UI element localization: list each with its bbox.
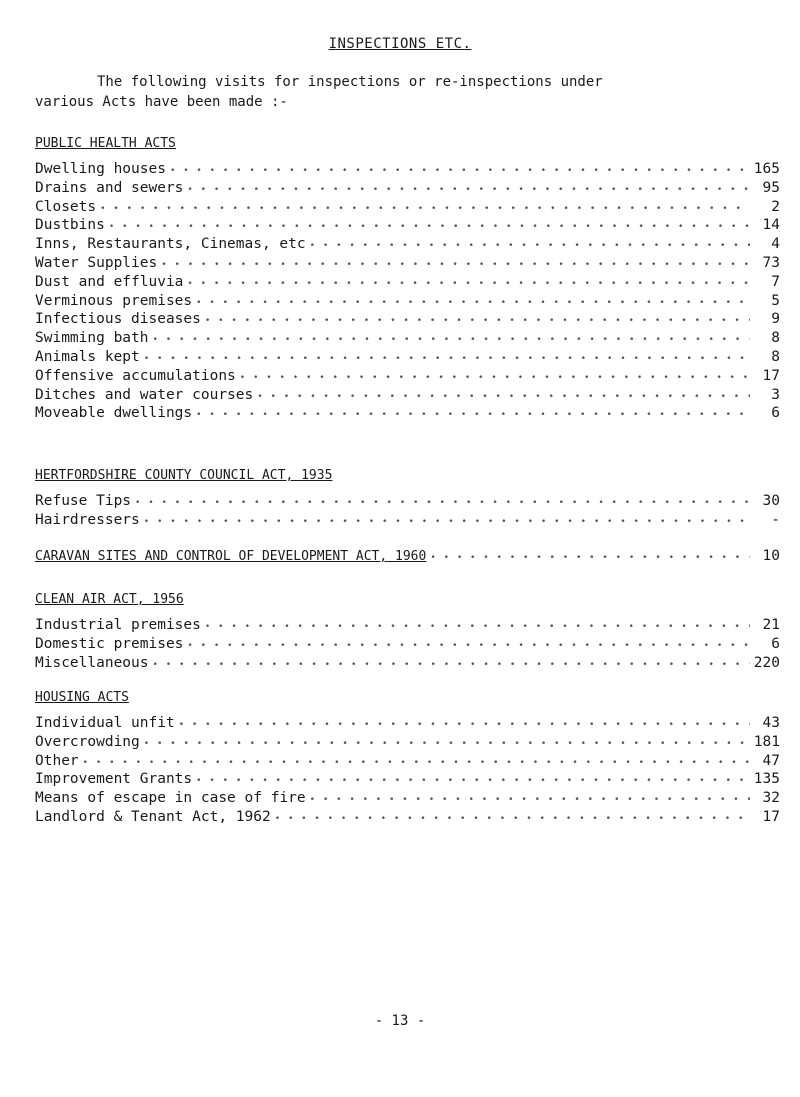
item-value: 14 [762,217,780,234]
intro-line-1: The following visits for inspections or re-inspections under [97,74,603,90]
item-label: Industrial premises [35,617,201,633]
intro-line-2: various Acts have been made :- [35,94,288,110]
leader-dots [83,758,750,768]
item-label: Moveable dwellings [35,405,193,422]
item-value: 181 [753,733,780,750]
list-item [35,274,780,293]
item-value: 8 [771,330,780,347]
leader-dots [144,739,750,749]
item-label: Dustbins [35,217,105,234]
list-item [35,255,780,274]
item-label: Landlord & Tenant Act, 1962 [35,808,271,825]
section-heading: HERTFORDSHIRE COUNTY COUNCIL ACT, 1935 [35,468,333,483]
item-label: Swimming bath [35,330,149,347]
item-label: Closets [35,198,97,215]
list-item [35,548,780,568]
list-item [35,636,780,655]
item-label: Animals kept [35,348,140,365]
item-label: Offensive accumulations [35,367,236,384]
item-value: 7 [771,273,780,290]
item-value: 220 [753,654,780,671]
item-label: Inns, Restaurants, Cinemas, etc [35,236,306,253]
leader-dots [275,814,750,824]
item-label: Domestic premises [35,635,184,652]
item-label: Water Supplies [35,254,158,271]
leader-dots [310,241,750,251]
list-item [35,311,780,330]
leader-dots [153,660,750,670]
list-item [35,180,780,199]
section-clean-air-act [35,592,780,673]
intro-paragraph [35,72,785,112]
leader-dots [205,316,750,326]
item-value: 4 [771,236,780,253]
list-item [35,790,780,809]
item-label: Other [35,752,79,769]
section-public-health-acts [35,136,780,424]
list-item [35,199,780,218]
item-value: 2 [771,198,780,215]
item-label: Drains and sewers [35,179,184,196]
leader-dots [135,498,750,508]
leader-dots [205,622,750,632]
leader-dots [187,641,750,651]
page-title: INSPECTIONS ETC. [328,36,472,52]
list-item [35,293,780,312]
list-item [35,655,780,674]
item-label: Miscellaneous [35,654,149,671]
item-label: Infectious diseases [35,311,201,328]
item-label: Means of escape in case of fire [35,790,306,807]
item-label: Ditches and water courses [35,386,254,403]
item-value: 17 [762,808,780,825]
list-item [35,236,780,255]
item-value: 6 [771,635,780,652]
section-hertfordshire-act [35,468,780,531]
item-value: 5 [771,292,780,309]
item-value: 47 [762,752,780,769]
list-item [35,734,780,753]
item-label: Refuse Tips [35,493,132,509]
leader-dots [310,795,750,805]
leader-dots [161,260,750,270]
leader-dots [187,279,750,289]
list-item [35,387,780,406]
item-value: 10 [762,548,780,564]
list-item [35,349,780,368]
item-value: 17 [762,367,780,384]
list-item [35,512,780,531]
leader-dots [153,335,751,345]
leader-dots [196,776,750,786]
item-value: 8 [771,348,780,365]
list-item [35,715,780,734]
list-item [35,161,780,180]
item-value: 9 [771,311,780,328]
list-item [35,368,780,387]
leader-dots [430,553,750,563]
item-value: 30 [762,493,780,509]
section-caravan-sites-act [35,548,780,568]
leader-dots [109,222,750,232]
item-value: 95 [762,179,780,196]
section-heading: CLEAN AIR ACT, 1956 [35,592,184,607]
item-value: 73 [762,254,780,271]
section-housing-acts [35,690,780,828]
item-label: Hairdressers [35,511,140,528]
item-value: 32 [762,790,780,807]
section-heading: PUBLIC HEALTH ACTS [35,136,176,151]
item-value: 165 [753,161,780,177]
page-number: - 13 - [374,1013,426,1029]
leader-dots [144,354,750,364]
leader-dots [240,373,750,383]
list-item [35,217,780,236]
item-value: 3 [771,386,780,403]
list-item [35,809,780,828]
item-label: Individual unfit [35,715,175,731]
leader-dots [196,298,750,308]
item-label: Dwelling houses [35,161,166,177]
leader-dots [257,392,750,402]
item-value: - [771,511,780,528]
item-label: Overcrowding [35,733,140,750]
list-item [35,771,780,790]
leader-dots [187,185,750,195]
list-item [35,617,780,636]
list-item [35,330,780,349]
item-value: 21 [762,617,780,633]
list-item [35,405,780,424]
item-value: 43 [762,715,780,731]
leader-dots [144,517,750,527]
item-label: Dust and effluvia [35,273,184,290]
section-heading: HOUSING ACTS [35,690,129,705]
item-label: Verminous premises [35,292,193,309]
leader-dots [179,720,750,730]
item-value: 6 [771,405,780,422]
item-label: Improvement Grants [35,771,193,788]
leader-dots [196,410,750,420]
item-value: 135 [753,771,780,788]
leader-dots [100,204,750,214]
section-heading: CARAVAN SITES AND CONTROL OF DEVELOPMENT ACT, 1960 [35,549,427,564]
leader-dots [170,166,750,176]
list-item [35,493,780,512]
list-item [35,753,780,772]
